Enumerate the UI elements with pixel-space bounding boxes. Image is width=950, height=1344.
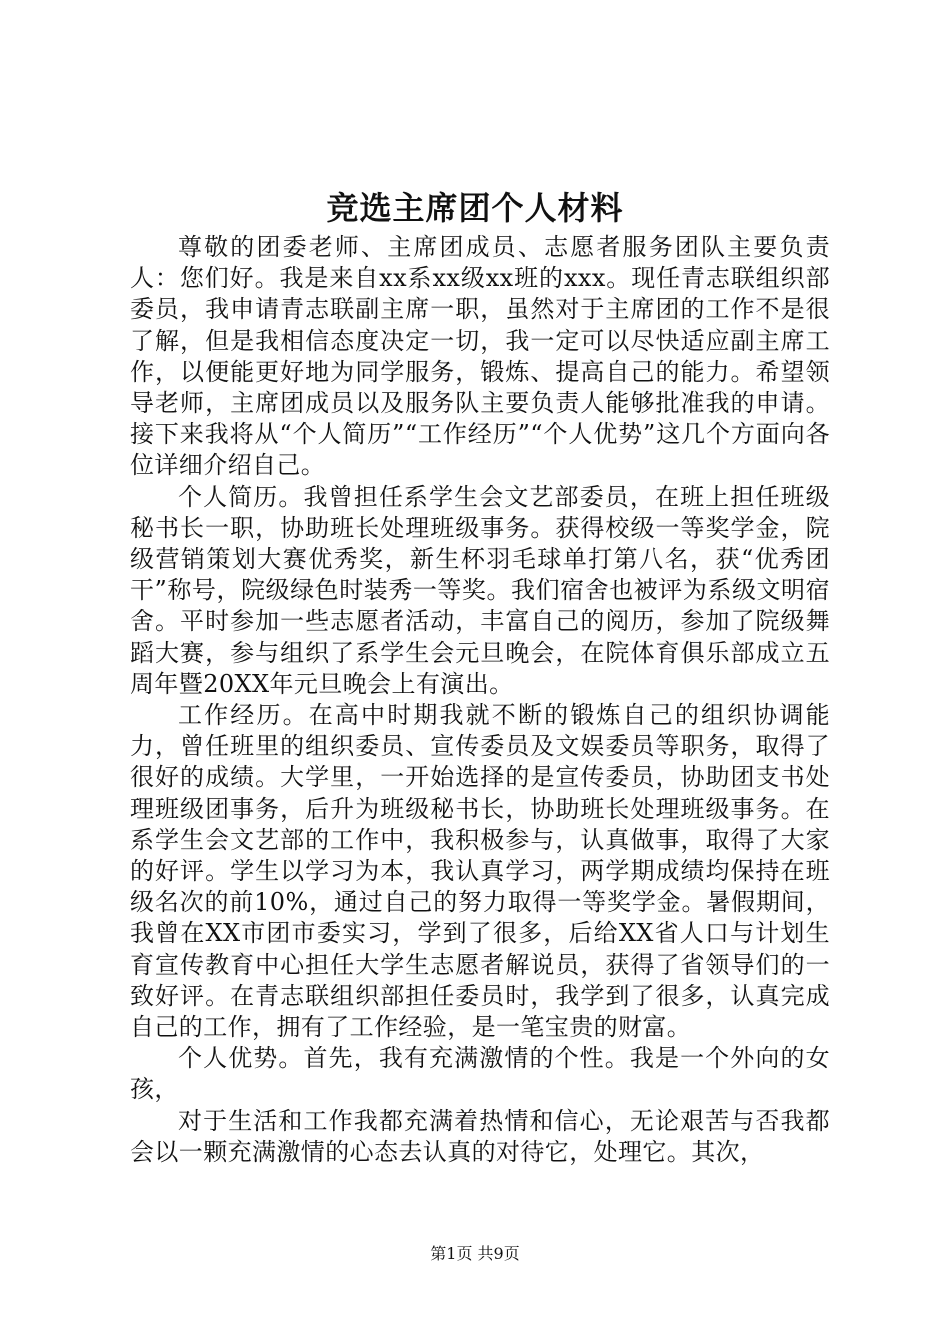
paragraph-advantages: 个人优势。首先，我有充满激情的个性。我是一个外向的女孩， [130, 1044, 830, 1104]
document-title: 竞选主席团个人材料 [326, 189, 624, 227]
document-body [130, 232, 830, 1168]
paragraph-resume: 个人简历。我曾担任系学生会文艺部委员，在班上担任班级秘书长一职，协助班长处理班级事务。获得校级一等奖学金，院级营销策划大赛优秀奖，新生杯羽毛球单打第八名，获“优秀团干”称号，院级绿色时装秀一等奖。我们宿舍也被评为系级文明宿舍。平时参加一些志愿者活动，丰富自己的阅历，参加了院级舞蹈大赛，参与组织了系学生会元旦晚会，在院体育俱乐部成立五周年暨20XX年元旦晚会上有演出。 [130, 482, 830, 698]
page-number-footer: 第1页 共9页 [430, 1244, 520, 1263]
paragraph-greeting: 尊敬的团委老师、主席团成员、志愿者服务团队主要负责人：您们好。我是来自xx系xx级xx班的xxx。现任青志联组织部委员，我申请青志联副主席一职，虽然对于主席团的工作不是很了解，但是我相信态度决定一切，我一定可以尽快适应副主席工作，以便能更好地为同学服务，锻炼、提高自己的能力。希望领导老师，主席团成员以及服务队主要负责人能够批准我的申请。接下来我将从“个人简历”“工作经历”“个人优势”这几个方面向各位详细介绍自己。 [130, 233, 830, 480]
paragraph-work-experience: 工作经历。在高中时期我就不断的锻炼自己的组织协调能力，曾任班里的组织委员、宣传委员及文娱委员等职务，取得了很好的成绩。大学里，一开始选择的是宣传委员，协助团支书处理班级团事务，后升为班级秘书长，协助班长处理班级事务。在系学生会文艺部的工作中，我积极参与，认真做事，取得了大家的好评。学生以学习为本，我认真学习，两学期成绩均保持在班级名次的前10%，通过自己的努力取得一等奖学金。暑假期间，我曾在XX市团市委实习，学到了很多，后给XX省人口与计划生育宣传教育中心担任大学生志愿者解说员，获得了省领导们的一致好评。在青志联组织部担任委员时，我学到了很多，认真完成自己的工作，拥有了工作经验，是一笔宝贵的财富。 [130, 701, 830, 1042]
paragraph-attitude: 对于生活和工作我都充满着热情和信心，无论艰苦与否我都会以一颗充满激情的心态去认真的对待它，处理它。其次， [130, 1106, 830, 1166]
